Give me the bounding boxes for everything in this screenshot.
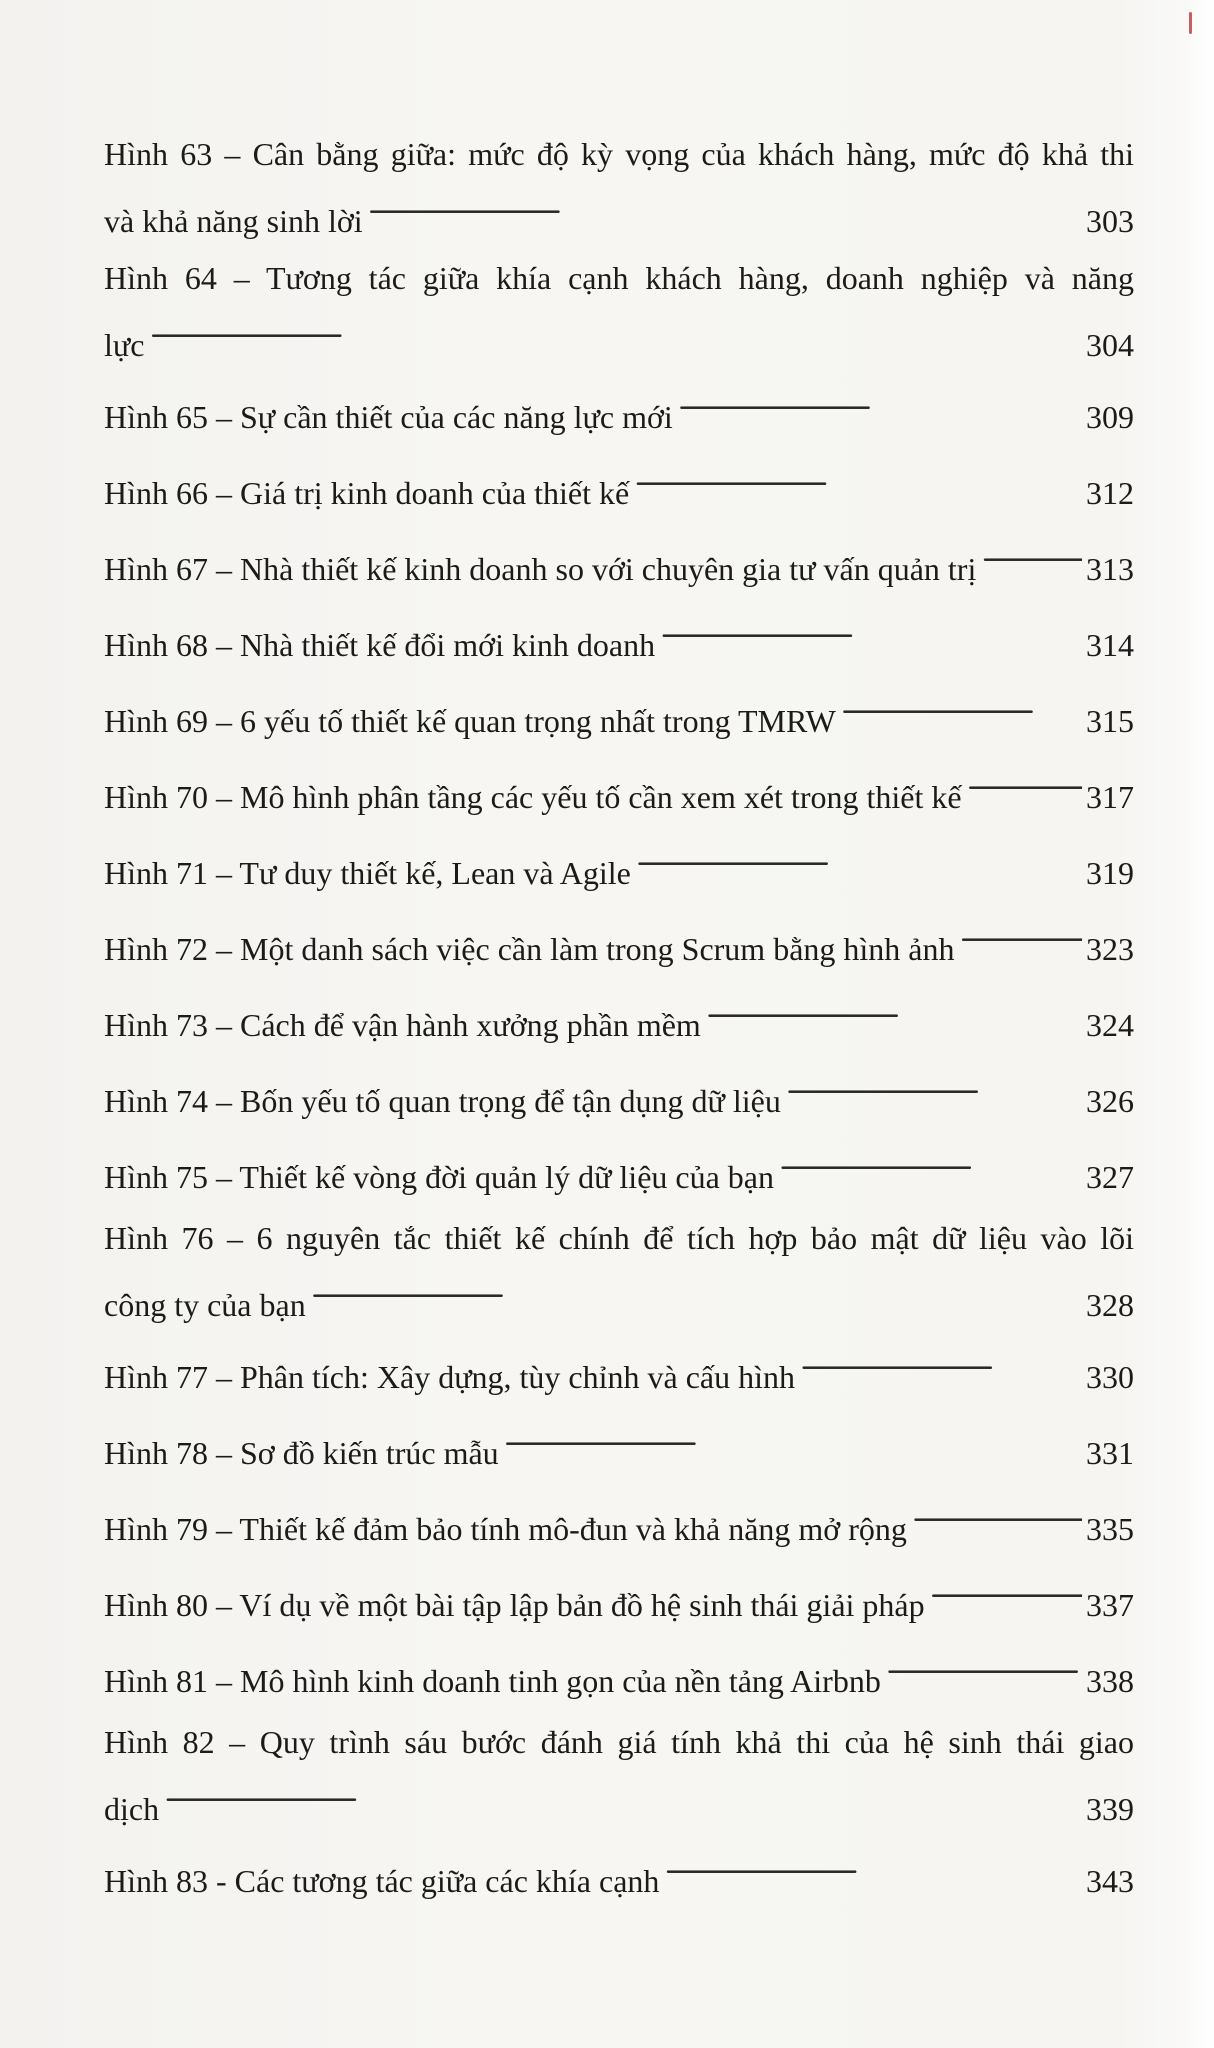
toc-entry-73 xyxy=(104,984,1134,1043)
toc-entry-77 xyxy=(104,1336,1134,1395)
entry-title: Hình 71 – Tư duy thiết kế, Lean và Agile xyxy=(104,855,631,891)
dot-leader xyxy=(707,984,1082,1036)
dot-leader xyxy=(982,528,1082,580)
entry-title-line-2: công ty của bạn . . . 328 xyxy=(104,1264,1134,1316)
page-edge-mark xyxy=(1189,12,1192,34)
toc-entry-83 xyxy=(104,1840,1134,1899)
page-number: 335 xyxy=(1086,1511,1134,1547)
entry-title: Hình 69 – 6 yếu tố thiết kế quan trọng nhất trong TMRW xyxy=(104,703,836,739)
page-number: 315 xyxy=(1086,703,1134,739)
toc-entry-72 xyxy=(104,908,1134,967)
dot-leader xyxy=(637,832,1082,884)
page-number: 317 xyxy=(1086,779,1134,815)
toc-entry-71 xyxy=(104,832,1134,891)
entry-title-line-1: Hình 82 – Quy trình sáu bước đánh giá tính khả thi của hệ sinh thái giao xyxy=(104,1724,1134,1760)
entry-title: Hình 70 – Mô hình phân tầng các yếu tố cần xem xét trong thiết kế xyxy=(104,779,962,815)
page-number: 313 xyxy=(1086,551,1134,587)
entry-title: Hình 78 – Sơ đồ kiến trúc mẫu xyxy=(104,1435,499,1471)
toc-entry-82 xyxy=(104,1716,1134,1827)
dot-leader xyxy=(505,1412,1082,1464)
dot-leader xyxy=(635,452,1082,504)
page-number: 303 xyxy=(1086,203,1134,239)
entry-title-line-1: Hình 64 – Tương tác giữa khía cạnh khách hàng, doanh nghiệp và năng xyxy=(104,260,1134,296)
page-number: 309 xyxy=(1086,399,1134,435)
figure-list xyxy=(104,128,1134,1916)
toc-entry-74 xyxy=(104,1060,1134,1119)
entry-title: Hình 72 – Một danh sách việc cần làm trong Scrum bằng hình ảnh xyxy=(104,931,955,967)
page-number: 323 xyxy=(1086,931,1134,967)
entry-title-line-2: và khả năng sinh lời . . . 303 xyxy=(104,180,1134,232)
entry-title: Hình 66 – Giá trị kinh doanh của thiết kế xyxy=(104,475,630,511)
dot-leader xyxy=(661,604,1082,656)
page-number: 339 xyxy=(1086,1791,1134,1827)
page-number: 327 xyxy=(1086,1159,1134,1195)
entry-title: Hình 75 – Thiết kế vòng đời quản lý dữ liệu của bạn xyxy=(104,1159,774,1195)
entry-title-line-2: dịch . . . 339 xyxy=(104,1768,1134,1820)
entry-title: Hình 79 – Thiết kế đảm bảo tính mô-đun và khả năng mở rộng xyxy=(104,1511,907,1547)
entry-title: Hình 65 – Sự cần thiết của các năng lực mới xyxy=(104,399,673,435)
entry-title-line-2: lực . . . 304 xyxy=(104,304,1134,356)
page-number: 343 xyxy=(1086,1863,1134,1899)
page-number: 338 xyxy=(1086,1663,1134,1699)
entry-title-line-1: Hình 63 – Cân bằng giữa: mức độ kỳ vọng của khách hàng, mức độ khả thi xyxy=(104,136,1134,172)
entry-title: Hình 74 – Bốn yếu tố quan trọng để tận dụng dữ liệu xyxy=(104,1083,781,1119)
toc-entry-65 xyxy=(104,376,1134,435)
toc-entry-79 xyxy=(104,1488,1134,1547)
page-number: 314 xyxy=(1086,627,1134,663)
dot-leader xyxy=(665,1840,1082,1892)
toc-entry-78 xyxy=(104,1412,1134,1471)
entry-title: Hình 68 – Nhà thiết kế đổi mới kinh doanh xyxy=(104,627,656,663)
dot-leader xyxy=(780,1136,1082,1188)
dot-leader xyxy=(787,1060,1082,1112)
page-number: 312 xyxy=(1086,475,1134,511)
toc-entry-68 xyxy=(104,604,1134,663)
dot-leader xyxy=(801,1336,1082,1388)
entry-title-line-1: Hình 76 – 6 nguyên tắc thiết kế chính để tích hợp bảo mật dữ liệu vào lõi xyxy=(104,1220,1134,1256)
page-number: 328 xyxy=(1086,1287,1134,1323)
toc-entry-63 xyxy=(104,128,1134,239)
toc-entry-76 xyxy=(104,1212,1134,1323)
page-number: 337 xyxy=(1086,1587,1134,1623)
toc-entry-80 xyxy=(104,1564,1134,1623)
page-number: 324 xyxy=(1086,1007,1134,1043)
page-number: 330 xyxy=(1086,1359,1134,1395)
dot-leader xyxy=(960,908,1082,960)
entry-title: Hình 83 - Các tương tác giữa các khía cạnh xyxy=(104,1863,660,1899)
dot-leader xyxy=(913,1488,1082,1540)
dot-leader xyxy=(887,1640,1082,1692)
entry-title: Hình 81 – Mô hình kinh doanh tinh gọn của nền tảng Airbnb xyxy=(104,1663,881,1699)
toc-entry-67 xyxy=(104,528,1134,587)
toc-entry-69 xyxy=(104,680,1134,739)
page-number: 304 xyxy=(1086,327,1134,363)
toc-entry-64 xyxy=(104,252,1134,363)
dot-leader xyxy=(150,304,1082,356)
toc-entry-66 xyxy=(104,452,1134,511)
dot-leader xyxy=(968,756,1082,808)
dot-leader xyxy=(312,1264,1082,1316)
page-edge xyxy=(1186,0,1214,2048)
entry-title: Hình 67 – Nhà thiết kế kinh doanh so với chuyên gia tư vấn quản trị xyxy=(104,551,977,587)
dot-leader xyxy=(931,1564,1082,1616)
dot-leader xyxy=(679,376,1082,428)
toc-entry-75 xyxy=(104,1136,1134,1195)
toc-entry-81 xyxy=(104,1640,1134,1699)
entry-title: Hình 80 – Ví dụ về một bài tập lập bản đồ hệ sinh thái giải pháp xyxy=(104,1587,925,1623)
entry-title: Hình 73 – Cách để vận hành xưởng phần mềm xyxy=(104,1007,701,1043)
page-number: 326 xyxy=(1086,1083,1134,1119)
entry-title: Hình 77 – Phân tích: Xây dựng, tùy chỉnh và cấu hình xyxy=(104,1359,796,1395)
page-number: 319 xyxy=(1086,855,1134,891)
toc-entry-70 xyxy=(104,756,1134,815)
dot-leader xyxy=(842,680,1082,732)
page-number: 331 xyxy=(1086,1435,1134,1471)
dot-leader xyxy=(165,1768,1082,1820)
dot-leader xyxy=(369,180,1082,232)
